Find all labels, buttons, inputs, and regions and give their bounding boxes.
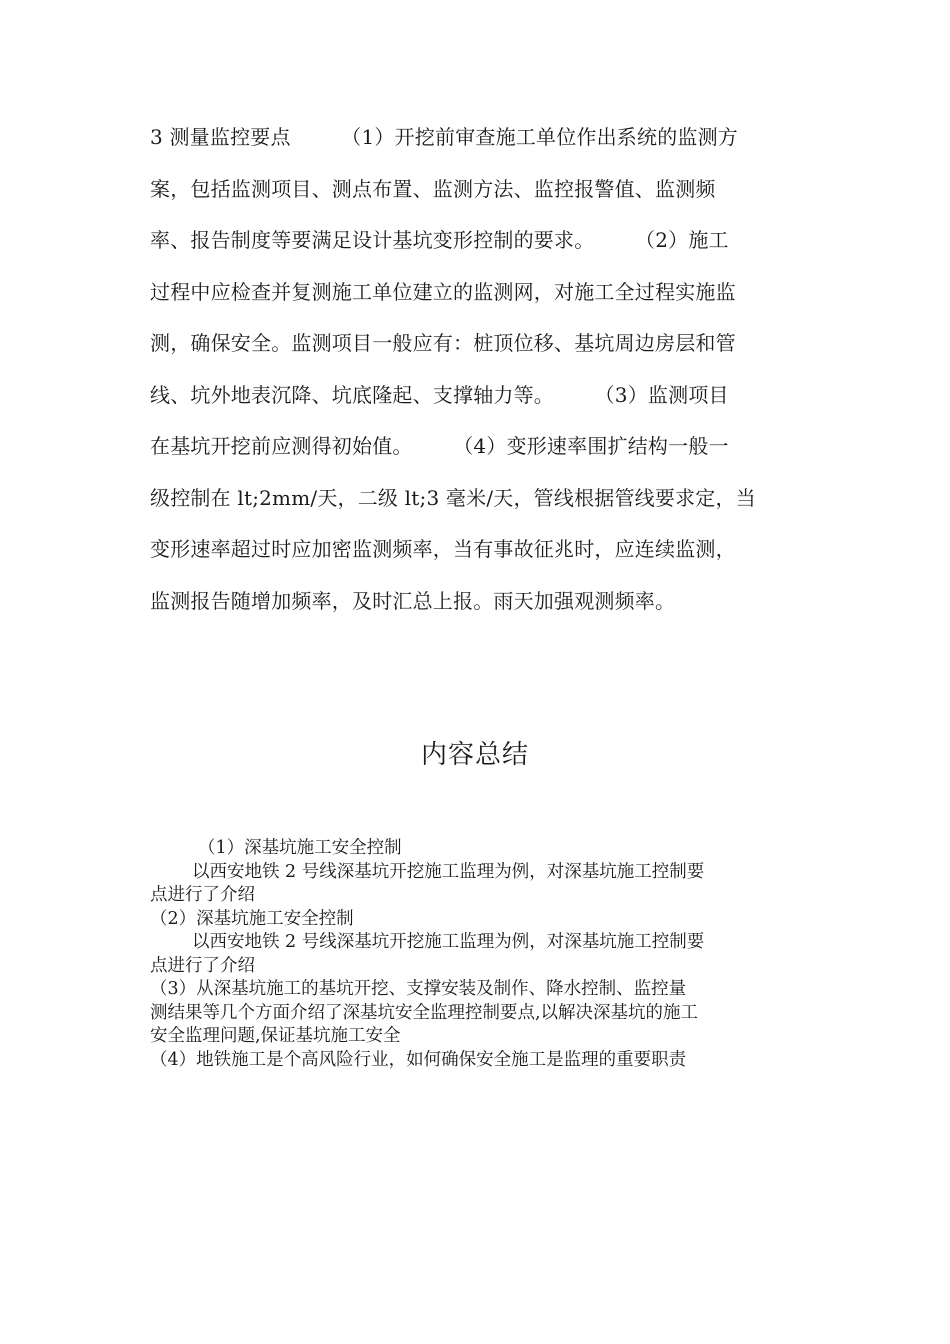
summary-line: 以西安地铁 2 号线深基坑开挖施工监理为例，对深基坑施工控制要 [192,861,705,882]
summary-line: （1）深基坑施工安全控制 [198,838,402,858]
body-line: 测，确保安全。监测项目一般应有：桩顶位移、基坑周边房层和管 [150,331,736,355]
summary-line: 以西安地铁 2 号线深基坑开挖施工监理为例，对深基坑施工控制要 [192,932,705,952]
summary-heading: 内容总结 [420,740,529,770]
body-line: 率、报告制度等要满足设计基坑变形控制的要求。 （2）施工 [150,228,729,252]
summary-line: （2）深基坑施工安全控制 [150,908,354,929]
summary-list [150,837,810,1072]
body-line: 在基坑开挖前应测得初始值。 （4）变形速率围扩结构一般一 [150,434,729,458]
summary-line: 点进行了介绍 [150,955,255,976]
body-line: 监测报告随增加频率，及时汇总上报。雨天加强观测频率。 [150,588,676,613]
body-line: 变形速率超过时应加密监测频率，当有事故征兆时，应连续监测， [150,537,736,561]
summary-line: 测结果等几个方面介绍了深基坑安全监理控制要点,以解决深基坑的施工 [150,1002,699,1023]
summary-line: 点进行了介绍 [150,885,255,905]
body-line: 线、坑外地表沉降、坑底隆起、支撑轴力等。 （3）监测项目 [150,382,729,407]
body-line: 级控制在 lt;2mm/天，二级 lt;3 毫米/天，管线根据管线要求定，当 [150,485,756,510]
body-line: 过程中应检查并复测施工单位建立的监测网，对施工全过程实施监 [150,279,736,304]
body-line: 案，包括监测项目、测点布置、监测方法、监控报警值、监测频 [150,176,716,201]
body-line: 3 测量监控要点 （1）开挖前审查施工单位作出系统的监测方 [150,125,739,149]
summary-line: （3）从深基坑施工的基坑开挖、支撑安装及制作、降水控制、监控量 [150,979,687,999]
body-paragraph [150,122,810,637]
summary-line: （4）地铁施工是个高风险行业，如何确保安全施工是监理的重要职责 [150,1049,687,1070]
summary-line: 安全监理问题,保证基坑施工安全 [150,1026,401,1046]
